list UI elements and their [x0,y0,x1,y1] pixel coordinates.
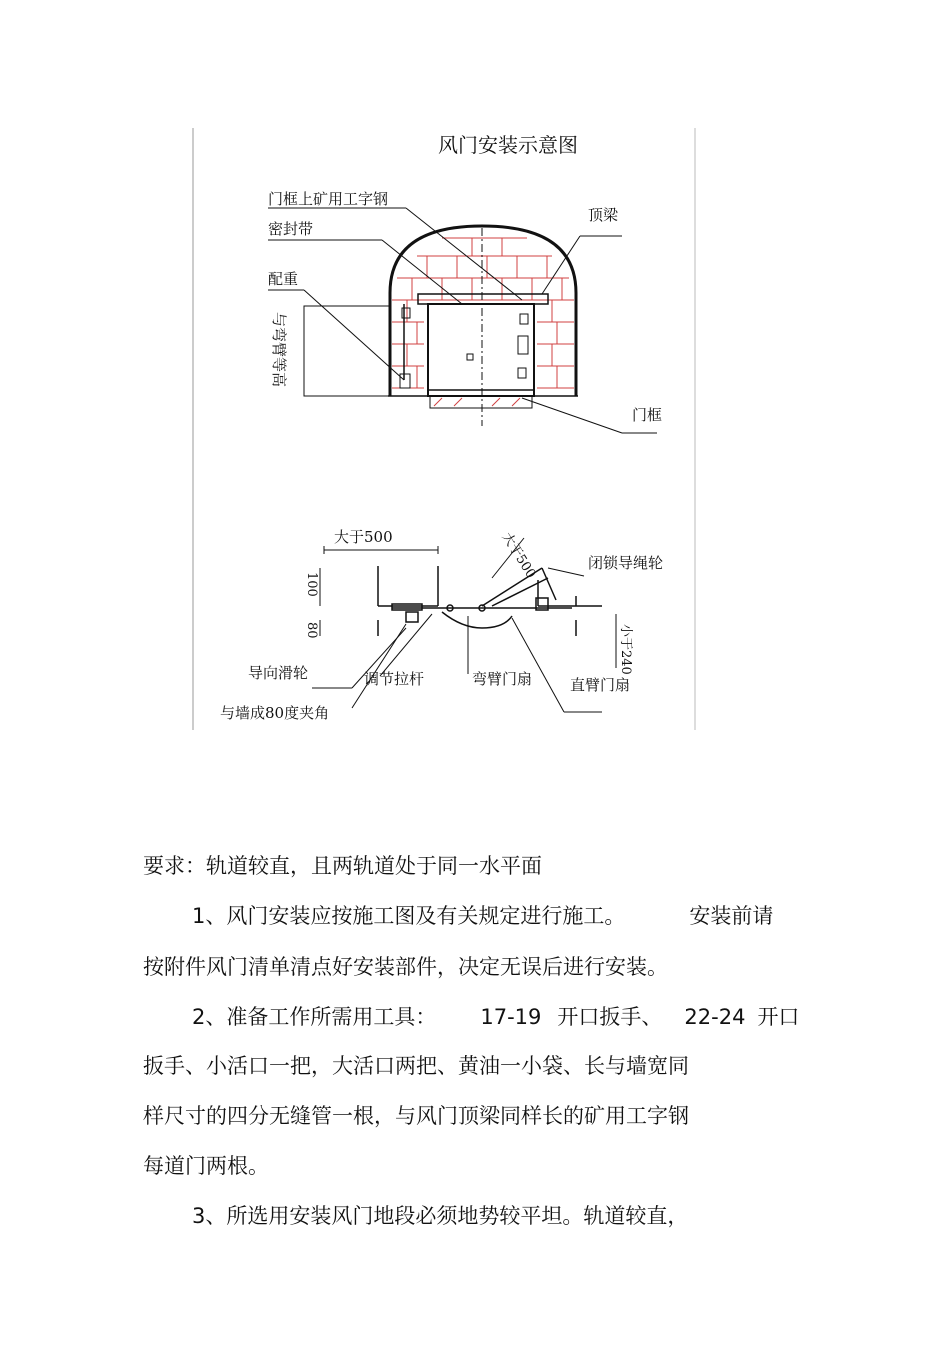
p2-text-e: 开口 [757,1005,800,1029]
p2-text-a: 2、准备工作所需用工具： [192,1005,437,1029]
label-seal-strip: 密封带 [268,220,314,238]
paragraph-1-line-2: 按附件风门清单清点好安装部件，决定无误后进行安装。 [143,955,668,979]
label-dim-80: 80 [304,622,319,639]
label-guide-pulley: 导向滑轮 [248,664,309,682]
diagram-title: 风门安装示意图 [438,133,578,157]
plan-view [378,566,602,636]
leader-lines-upper [268,208,657,433]
p1-text-b: 安装前请 [689,904,774,928]
label-greater-500-diagonal: 大于500 [498,530,539,582]
label-less-240: 小于240 [618,624,633,675]
label-dim-100: 100 [304,572,319,597]
top-beam [418,294,548,304]
label-angle-80: 与墙成80度夹角 [220,704,330,722]
counterweight [400,304,528,388]
paragraph-3-line-1: 3、所选用安装风门地段必须地势较平坦。轨道较直， [192,1204,689,1228]
paragraph-2-line-2: 扳手、小活口一把，大活口两把、黄油一小袋、长与墙宽同 [143,1054,689,1078]
paragraph-2-line-3: 样尺寸的四分无缝管一根，与风门顶梁同样长的矿用工字钢 [143,1104,689,1128]
paragraph-2-line-4: 每道门两根。 [143,1154,269,1178]
label-lock-pulley: 闭锁导绳轮 [588,554,664,572]
label-top-beam: 顶梁 [588,206,619,224]
label-straight-arm-door: 直臂门扇 [570,676,631,694]
label-adjust-rod: 调节拉杆 [364,670,425,688]
p2-text-b: 17-19 [480,1005,542,1029]
leader-lines-lower [312,568,602,712]
label-wall-equal: 与弯臂等高 [270,312,288,388]
label-door-frame: 门框 [632,406,663,424]
paragraph-2-line-1 [192,1003,872,1031]
label-bent-arm-door: 弯臂门扇 [472,670,533,688]
door-frame [388,304,578,408]
requirement-line: 要求：轨道较直，且两轨道处于同一水平面 [143,854,542,878]
door-installation-diagram [192,128,696,730]
p2-text-d: 22-24 [684,1005,746,1029]
label-counterweight: 配重 [268,270,299,288]
label-greater-500: 大于500 [334,528,393,546]
p1-text-a: 1、风门安装应按施工图及有关规定进行施工。 [192,904,626,928]
paragraph-1-line-1 [192,902,872,930]
wall-outline [304,306,390,396]
p2-text-c: 开口扳手、 [557,1005,663,1029]
label-door-frame-steel: 门框上矿用工字钢 [268,190,389,208]
